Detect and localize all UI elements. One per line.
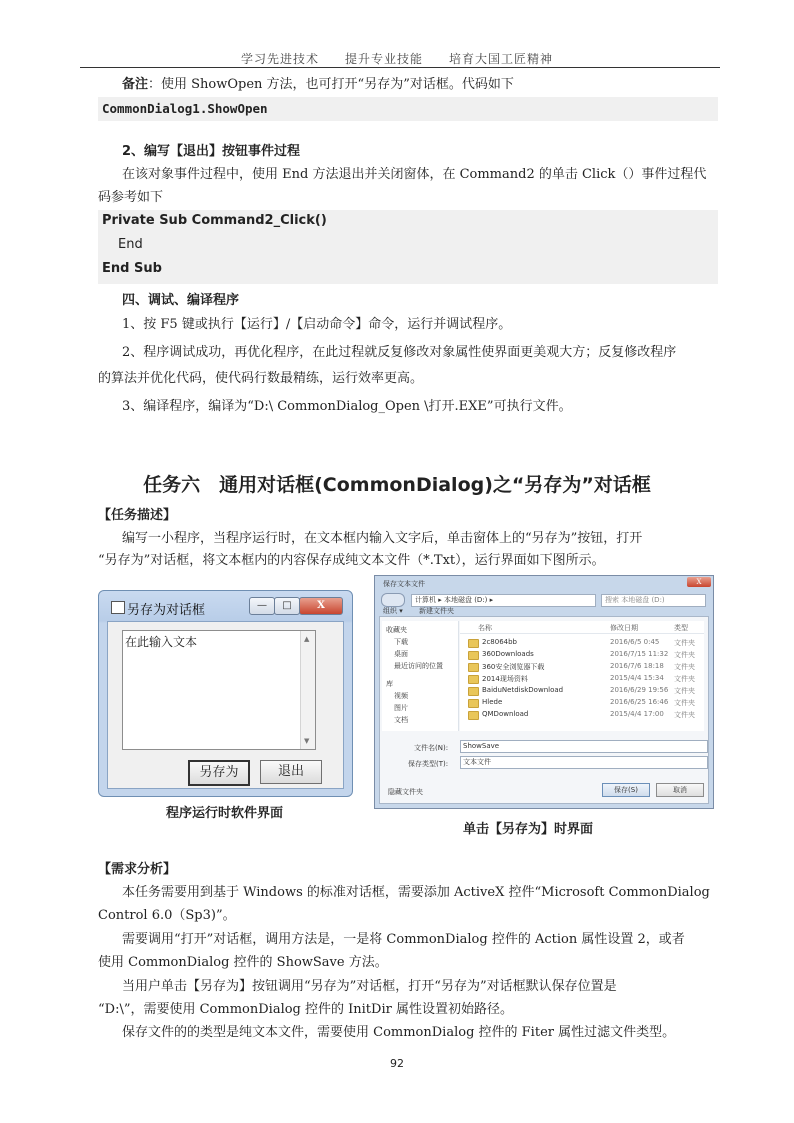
code-line: End Sub: [102, 261, 162, 276]
organize-menu[interactable]: 组织 ▾: [383, 607, 403, 615]
file-name: 360Downloads: [482, 650, 534, 658]
file-type: 文件夹: [674, 675, 695, 683]
column-header-name[interactable]: 名称: [478, 624, 492, 632]
code-block-1: [98, 97, 718, 121]
file-name: BaiduNetdiskDownload: [482, 686, 564, 694]
note-text: ：使用 ShowOpen 方法，也可打开“另存为”对话框。代码如下: [148, 77, 514, 92]
nav-item[interactable]: 桌面: [394, 650, 408, 658]
file-name: 360安全浏览器下载: [482, 663, 545, 671]
caption-runtime: 程序运行时软件界面: [165, 806, 283, 821]
file-row[interactable]: [460, 709, 704, 720]
scroll-down-icon: ▼: [304, 737, 310, 745]
file-row[interactable]: [460, 649, 704, 660]
form-icon: [111, 601, 125, 614]
nav-item[interactable]: 图片: [394, 704, 408, 712]
file-date: 2016/7/6 18:18: [610, 662, 664, 670]
header-divider: [460, 633, 704, 634]
form-window-screenshot: [98, 590, 353, 797]
minimize-button[interactable]: —: [249, 597, 275, 615]
section-paragraph-line1: 在该对象事件过程中，使用 End 方法退出并关闭窗体，在 Command2 的单击 Click（）事件过程代: [122, 167, 707, 182]
task-title: 任务六 通用对话框(CommonDialog)之“另存为”对话框: [143, 474, 651, 496]
file-date: 2016/7/15 11:32: [610, 650, 669, 658]
search-input[interactable]: 搜索 本地磁盘 (D:): [601, 594, 706, 607]
save-as-button[interactable]: 另存为: [188, 760, 250, 786]
file-date: 2015/4/4 17:00: [610, 710, 664, 718]
vertical-scrollbar[interactable]: [300, 631, 315, 749]
section-heading-exit: 2、编写【退出】按钮事件过程: [122, 144, 301, 159]
folder-icon: [468, 663, 479, 672]
analysis-p1-line2: Control 6.0（Sp3)”。: [98, 908, 236, 923]
scroll-up-icon: ▲: [304, 635, 310, 643]
file-type: 文件夹: [674, 711, 695, 719]
note-label: 备注: [122, 77, 149, 92]
maximize-button[interactable]: □: [274, 597, 300, 615]
dialog-save-button[interactable]: 保存(S): [602, 783, 650, 797]
folder-icon: [468, 687, 479, 696]
file-date: 2016/6/29 19:56: [610, 686, 669, 694]
new-folder-button[interactable]: 新建文件夹: [419, 607, 454, 615]
filename-input[interactable]: ShowSave: [460, 740, 708, 753]
folder-icon: [468, 675, 479, 684]
filetype-select[interactable]: 文本文件: [460, 756, 708, 769]
folder-icon: [468, 711, 479, 720]
exit-button[interactable]: 退出: [260, 760, 322, 784]
task-description-line1: 编写一小程序，当程序运行时，在文本框内输入文字后，单击窗体上的“另存为”按钮，打开: [122, 531, 643, 546]
page-header: 学习先进技术 提升专业技能 培育大国工匠精神: [240, 52, 553, 66]
analysis-heading: 【需求分析】: [98, 862, 177, 877]
file-date: 2015/4/4 15:34: [610, 674, 664, 682]
code-line: CommonDialog1.ShowOpen: [102, 101, 268, 116]
code-line: End: [118, 237, 143, 252]
debug-item-3: 3、编译程序，编译为“D:\ CommonDialog_Open \打开.EXE”可执行文件。: [122, 399, 572, 414]
column-header-date[interactable]: 修改日期: [610, 624, 638, 632]
file-name: 2014现场资料: [482, 675, 528, 683]
task-description-line2: “另存为”对话框，将文本框内的内容保存成纯文本文件（*.Txt），运行界面如下图所示。: [98, 553, 605, 568]
file-type: 文件夹: [674, 651, 695, 659]
file-type: 文件夹: [674, 687, 695, 695]
code-line: Private Sub Command2_Click(): [102, 213, 327, 228]
nav-item[interactable]: 下载: [394, 638, 408, 646]
debug-item-1: 1、按 F5 键或执行【运行】/【启动命令】命令，运行并调试程序。: [122, 317, 512, 332]
filetype-label: 保存类型(T):: [408, 760, 449, 768]
navigation-pane: [382, 621, 459, 731]
file-type: 文件夹: [674, 663, 695, 671]
debug-item-2-line2: 的算法并优化代码，使代码行数最精练，运行效率更高。: [98, 371, 424, 386]
file-row[interactable]: [460, 637, 704, 648]
analysis-p2-line2: 使用 CommonDialog 控件的 ShowSave 方法。: [98, 955, 388, 970]
address-bar[interactable]: 计算机 ▸ 本地磁盘 (D:) ▸: [411, 594, 596, 607]
folder-icon: [468, 699, 479, 708]
save-dialog-screenshot: [374, 575, 714, 809]
page-number: 92: [390, 1057, 404, 1070]
nav-item[interactable]: 库: [386, 680, 393, 688]
analysis-p4: 保存文件的的类型是纯文本文件，需要使用 CommonDialog 控件的 Fiter 属性过滤文件类型。: [122, 1025, 676, 1040]
nav-item[interactable]: 最近访问的位置: [394, 662, 443, 670]
close-button[interactable]: X: [299, 597, 343, 615]
nav-item[interactable]: 文档: [394, 716, 408, 724]
task-description-heading: 【任务描述】: [98, 508, 177, 523]
column-header-type[interactable]: 类型: [674, 624, 688, 632]
folder-icon: [468, 639, 479, 648]
file-name: QMDownload: [482, 710, 529, 718]
nav-item[interactable]: 收藏夹: [386, 626, 407, 634]
file-list: [460, 621, 704, 731]
analysis-p3-line1: 当用户单击【另存为】按钮调用“另存为”对话框，打开“另存为”对话框默认保存位置是: [122, 979, 617, 994]
analysis-p1-line1: 本任务需要用到基于 Windows 的标准对话框，需要添加 ActiveX 控件“Microsoft CommonDialog: [122, 885, 710, 900]
section-heading-debug: 四、调试、编译程序: [122, 293, 240, 308]
code-block-2: [98, 210, 718, 284]
debug-item-2-line1: 2、程序调试成功，再优化程序，在此过程就反复修改对象属性使界面更美观大方；反复修改程序: [122, 345, 677, 360]
dialog-cancel-button[interactable]: 取消: [656, 783, 704, 797]
text-input-value: 在此输入文本: [125, 635, 198, 649]
back-button[interactable]: [381, 593, 405, 607]
dialog-content: [379, 616, 709, 804]
analysis-p3-line2: “D:\”，需要使用 CommonDialog 控件的 InitDir 属性设置初始路径。: [98, 1002, 513, 1017]
caption-click: 单击【另存为】时界面: [462, 822, 593, 837]
file-name: 2c8064bb: [482, 638, 518, 646]
note-paragraph: [122, 73, 514, 97]
text-input-box[interactable]: [122, 630, 316, 750]
file-type: 文件夹: [674, 699, 695, 707]
header-rule: [80, 67, 720, 68]
analysis-p2-line1: 需要调用“打开”对话框，调用方法是，一是将 CommonDialog 控件的 Action 属性设置 2，或者: [122, 932, 685, 947]
file-row[interactable]: [460, 673, 704, 684]
form-window-title: 另存为对话框: [127, 603, 206, 618]
file-row[interactable]: [460, 661, 704, 672]
file-name: Hlede: [482, 698, 503, 706]
filename-label: 文件名(N):: [414, 744, 449, 752]
form-client-area: [107, 621, 344, 789]
close-icon[interactable]: X: [687, 577, 711, 587]
file-type: 文件夹: [674, 639, 695, 647]
hide-folders-toggle[interactable]: 隐藏文件夹: [388, 788, 423, 796]
nav-item[interactable]: 视频: [394, 692, 408, 700]
file-date: 2016/6/25 16:46: [610, 698, 669, 706]
section-paragraph-line2: 码参考如下: [98, 190, 164, 205]
file-row[interactable]: [460, 685, 704, 696]
file-row[interactable]: [460, 697, 704, 708]
dialog-title: 保存文本文件: [383, 580, 425, 588]
folder-icon: [468, 651, 479, 660]
file-date: 2016/6/5 0:45: [610, 638, 660, 646]
